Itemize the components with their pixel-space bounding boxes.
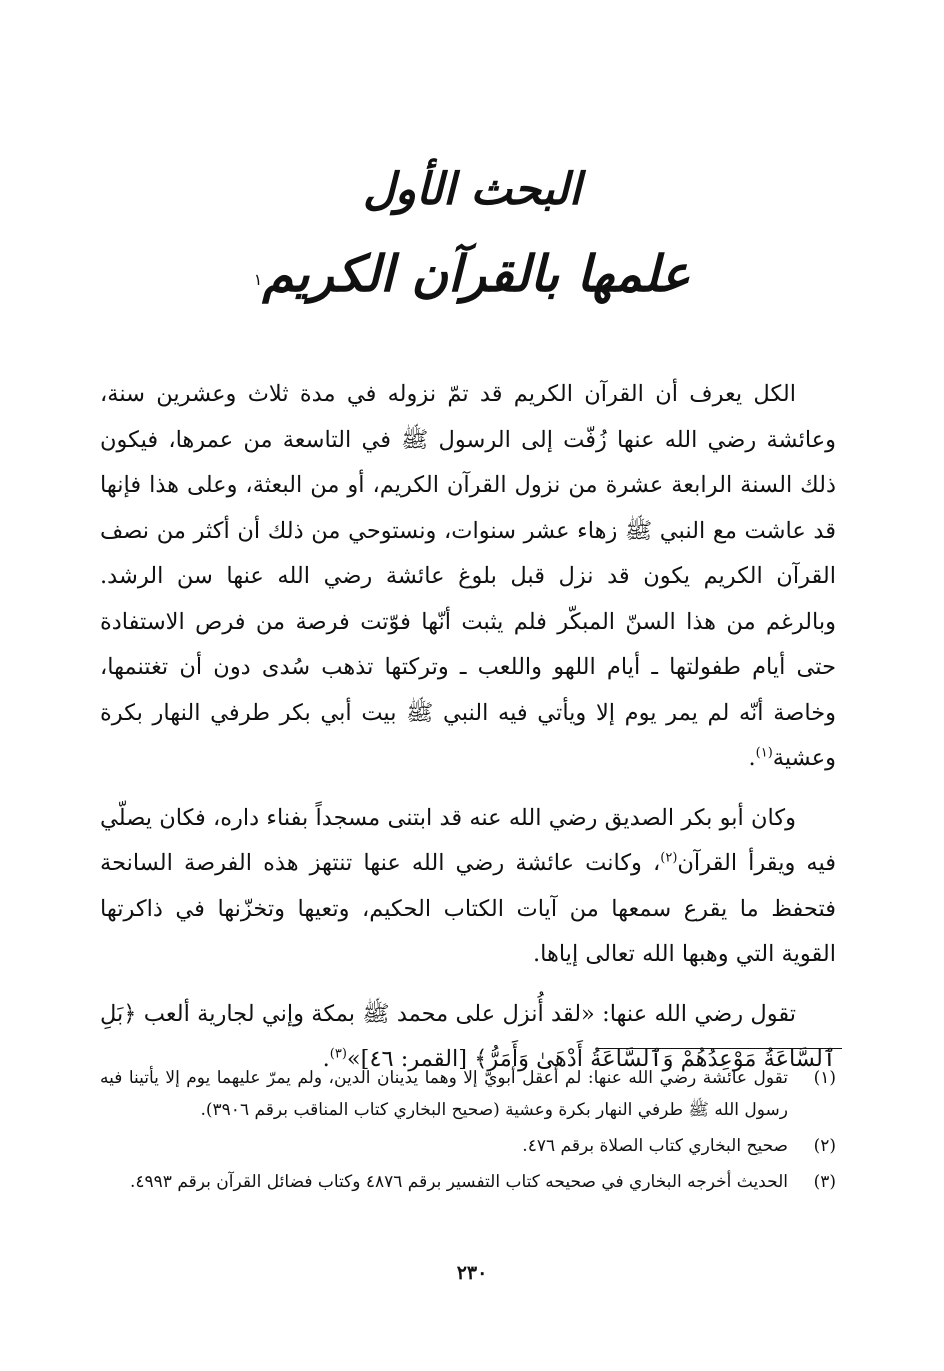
footnote-text: الحديث أخرجه البخاري في صحيحه كتاب التفسير برقم ٤٨٧٦ وكتاب فضائل القرآن برقم ٤٩٩٣. bbox=[130, 1172, 788, 1192]
section-subtitle-text: علمها بالقرآن الكريم bbox=[262, 244, 691, 303]
paragraph-3-text: تقول رضي الله عنها: «لقد أُنزل على محمد ﷺ بمكة وإني لجارية ألعب ﴿بَلِ ٱلسَّاعَةُ مَوْعِدُهُمْ وَٱلسَّاعَةُ أَدْهَىٰ وَأَمَرُّ﴾ [القمر: ٤٦]» bbox=[100, 1000, 836, 1072]
paragraph-1 bbox=[100, 372, 836, 782]
body-text bbox=[100, 372, 836, 1097]
footnote-3 bbox=[100, 1166, 836, 1198]
footnote-ref-2[interactable]: (٢) bbox=[660, 850, 678, 866]
footnote-1 bbox=[100, 1062, 836, 1126]
footnotes bbox=[100, 1062, 836, 1202]
paragraph-1-text: الكل يعرف أن القرآن الكريم قد تمّ نزوله في مدة ثلاث وعشرين سنة، وعائشة رضي الله عنها زُفّت إلى الرسول ﷺ في التاسعة من عمرها، فيكون ذلك السنة الرابعة عشرة من نزول القرآن الكريم، أو من البعثة، وعلى هذا فإنها قد عاشت مع النبي ﷺ زهاء عشر سنوات، ونستوحي من ذلك أن أكثر من نصف القرآن الكريم يكون قد نزل قبل بلوغ عائشة رضي الله عنها سن الرشد. وبالرغم من هذا السنّ المبكّر فلم يثبت أنّها فوّتت فرصة من فرص الاستفادة حتى أيام طفولتها ـ أيام اللهو واللعب ـ وتركتها تذهب سُدى دون أن تغتنمها، وخاصة أنّه لم يمر يوم إلا ويأتي فيه النبي ﷺ بيت أبي بكر طرفي النهار بكرة وعشية bbox=[100, 381, 836, 771]
paragraph-1-end: . bbox=[748, 745, 756, 771]
footnote-text: صحيح البخاري كتاب الصلاة برقم ٤٧٦. bbox=[522, 1136, 788, 1156]
footnote-ref-1[interactable]: (١) bbox=[755, 745, 773, 761]
footnote-number: (٢) bbox=[813, 1136, 836, 1156]
footnote-2 bbox=[100, 1130, 836, 1162]
section-subtitle bbox=[254, 234, 690, 314]
footnote-divider bbox=[596, 1048, 842, 1049]
page-number: ٢٣٠ bbox=[456, 1262, 488, 1284]
section-title: البحث الأول bbox=[362, 164, 582, 215]
paragraph-3-end: . bbox=[322, 1046, 330, 1072]
chapter-heading bbox=[0, 160, 944, 314]
footnote-ref-3[interactable]: (٣) bbox=[329, 1046, 347, 1062]
paragraph-2-text-b: ، وكانت عائشة رضي الله عنها تنتهز هذه الفرصة السانحة فتحفظ ما يقرع سمعها من آيات الكتاب الحكيم، وتعيها وتخزّنها في ذاكرتها القوية التي وهبها الله تعالى إياها. bbox=[100, 850, 836, 967]
subtitle-marker: ١ bbox=[253, 270, 263, 289]
paragraph-2-text-a: وكان أبو بكر الصديق رضي الله عنه قد ابتنى مسجداً بفناء داره، فكان يصلّي فيه ويقرأ القرآن bbox=[100, 804, 837, 876]
footnote-number: (١) bbox=[813, 1068, 836, 1088]
footnote-text: تقول عائشة رضي الله عنها: لم أعقل أبويّ إلا وهما يدينان الدين، ولم يمرّ عليهما يوم إلا يأتينا فيه رسول الله ﷺ طرفي النهار بكرة وعشية (صحيح البخاري كتاب المناقب برقم ٣٩٠٦). bbox=[100, 1068, 788, 1120]
footnote-number: (٣) bbox=[813, 1172, 836, 1192]
paragraph-2 bbox=[100, 796, 836, 978]
